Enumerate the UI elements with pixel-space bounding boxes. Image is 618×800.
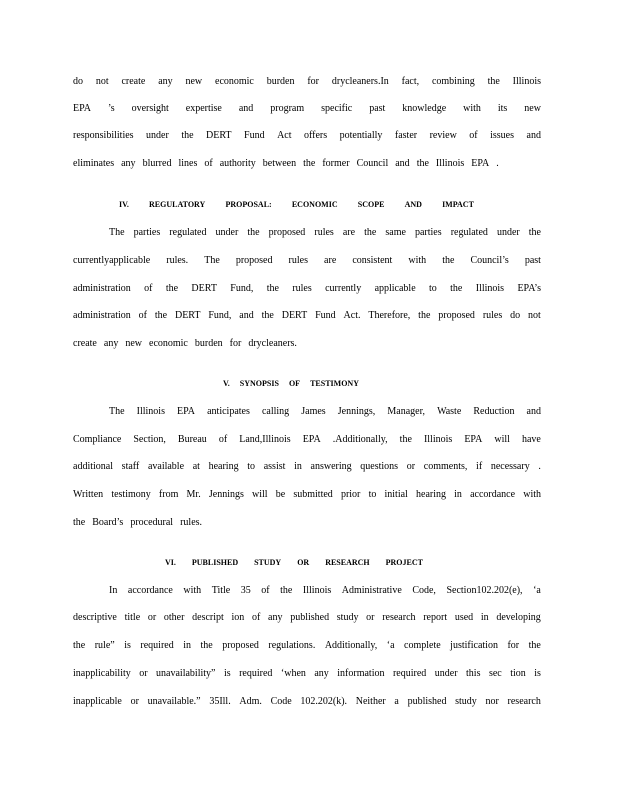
text-word: descriptive bbox=[73, 612, 117, 623]
text-line bbox=[73, 130, 541, 142]
text-word: The bbox=[109, 227, 125, 238]
section-heading bbox=[165, 557, 423, 569]
text-word: hearing bbox=[416, 489, 446, 500]
heading-word: TESTIMONY bbox=[310, 379, 359, 388]
text-word: ‘when bbox=[280, 668, 306, 679]
text-word: to bbox=[247, 461, 256, 472]
text-line bbox=[73, 640, 541, 652]
text-word: Adm. bbox=[239, 696, 262, 707]
text-word: Written bbox=[73, 489, 104, 500]
text-word: under bbox=[434, 668, 458, 679]
text-word: of bbox=[138, 310, 147, 321]
text-word: staff bbox=[121, 461, 140, 472]
text-word: published bbox=[290, 612, 330, 623]
text-word: for bbox=[307, 76, 320, 87]
text-word: The bbox=[204, 255, 220, 266]
text-word: between bbox=[262, 158, 297, 169]
text-word: required bbox=[239, 668, 273, 679]
text-word: if bbox=[476, 461, 483, 472]
text-word: with bbox=[183, 585, 202, 596]
heading-word: PROPOSAL: bbox=[225, 200, 272, 209]
text-word: Fund bbox=[315, 310, 336, 321]
text-word: not bbox=[528, 310, 541, 321]
text-line bbox=[73, 612, 541, 624]
text-word: required bbox=[140, 640, 174, 651]
text-word: for bbox=[507, 640, 520, 651]
text-word: the bbox=[528, 640, 541, 651]
heading-word: REGULATORY bbox=[149, 200, 206, 209]
text-word: the bbox=[416, 158, 429, 169]
text-word: to bbox=[368, 489, 377, 500]
text-word: from bbox=[158, 489, 179, 500]
text-word: EPA bbox=[471, 158, 490, 169]
text-word: in bbox=[183, 640, 191, 651]
text-word: and bbox=[238, 103, 254, 114]
text-word: nor bbox=[485, 696, 499, 707]
text-word: with bbox=[408, 255, 427, 266]
text-word: hearing bbox=[208, 461, 239, 472]
text-word: the bbox=[261, 310, 274, 321]
text-word: questions bbox=[360, 461, 399, 472]
text-word: rules. bbox=[180, 517, 203, 528]
text-line bbox=[73, 517, 541, 529]
text-word: 35 bbox=[240, 585, 251, 596]
text-word: the bbox=[165, 283, 179, 294]
text-word: any bbox=[121, 158, 136, 169]
text-word: of bbox=[251, 612, 261, 623]
heading-word: PROJECT bbox=[385, 558, 423, 567]
text-word: Fund, bbox=[208, 310, 232, 321]
heading-word: IMPACT bbox=[442, 200, 474, 209]
text-line bbox=[73, 158, 541, 170]
text-word: Illinois bbox=[512, 76, 541, 87]
text-word: the bbox=[73, 640, 86, 651]
text-word: answering bbox=[310, 461, 352, 472]
text-word: the bbox=[280, 585, 293, 596]
text-word: create bbox=[121, 76, 146, 87]
text-word: under bbox=[146, 130, 169, 141]
heading-word: IV. bbox=[119, 200, 129, 209]
text-word: the bbox=[247, 227, 260, 238]
text-word: Illinois bbox=[475, 283, 505, 294]
text-line bbox=[73, 338, 541, 350]
text-word: EPA bbox=[73, 103, 91, 114]
text-word: DERT bbox=[174, 310, 201, 321]
heading-word: SCOPE bbox=[357, 200, 385, 209]
text-word: and bbox=[526, 130, 541, 141]
text-word: are bbox=[324, 255, 337, 266]
text-word: under bbox=[215, 227, 239, 238]
text-line bbox=[109, 227, 541, 239]
text-word: or bbox=[139, 668, 148, 679]
text-word: EPA bbox=[302, 434, 321, 445]
text-word: eliminates bbox=[73, 158, 115, 169]
text-word: Therefore, bbox=[368, 310, 411, 321]
text-word: is bbox=[124, 640, 131, 651]
text-word: any bbox=[103, 338, 119, 349]
text-word: testimony bbox=[111, 489, 151, 500]
text-word: are bbox=[342, 227, 356, 238]
text-word: the bbox=[200, 640, 213, 651]
text-word: accordance bbox=[470, 489, 516, 500]
text-word: Manager, bbox=[387, 406, 425, 417]
text-word: authority bbox=[219, 158, 256, 169]
text-word: consistent bbox=[352, 255, 393, 266]
text-word: of bbox=[261, 585, 270, 596]
text-word: blurred bbox=[142, 158, 172, 169]
text-word: Fund, bbox=[230, 283, 254, 294]
text-word: Board’s bbox=[92, 517, 124, 528]
text-word: or bbox=[147, 612, 157, 623]
text-word: The bbox=[109, 406, 125, 417]
text-word: any bbox=[268, 612, 283, 623]
text-word: any bbox=[314, 668, 329, 679]
text-word: regulated bbox=[169, 227, 207, 238]
text-word: inapplicability bbox=[73, 668, 131, 679]
text-word: issues bbox=[490, 130, 515, 141]
text-word: inapplicable bbox=[73, 696, 122, 707]
text-word: Section, bbox=[133, 434, 166, 445]
text-word: in bbox=[480, 612, 489, 623]
text-word: and bbox=[239, 310, 254, 321]
text-word: drycleaners.In bbox=[331, 76, 389, 87]
text-line bbox=[109, 406, 541, 418]
text-word: the bbox=[528, 227, 541, 238]
text-word: Additionally, bbox=[324, 640, 378, 651]
text-word: currently bbox=[325, 283, 362, 294]
text-word: burden bbox=[194, 338, 223, 349]
text-word: Illinois bbox=[136, 406, 165, 417]
text-word: at bbox=[192, 461, 200, 472]
text-word: Code, bbox=[412, 585, 436, 596]
text-word: have bbox=[521, 434, 541, 445]
text-word: Jennings bbox=[208, 489, 244, 500]
text-word: and bbox=[395, 158, 410, 169]
text-word: Administrative bbox=[341, 585, 402, 596]
text-word: of bbox=[469, 130, 478, 141]
text-word: . bbox=[496, 158, 499, 169]
text-word: rules bbox=[482, 310, 503, 321]
text-word: rules bbox=[314, 227, 334, 238]
text-word: ‘a bbox=[386, 640, 395, 651]
text-word: complete bbox=[404, 640, 441, 651]
text-word: Neither bbox=[355, 696, 386, 707]
text-word: .Additionally, bbox=[332, 434, 388, 445]
text-word: to bbox=[429, 283, 437, 294]
text-word: proposed bbox=[268, 227, 306, 238]
text-word: Waste bbox=[437, 406, 462, 417]
text-word: tion bbox=[510, 668, 526, 679]
text-word: study bbox=[336, 612, 359, 623]
text-word: this bbox=[466, 668, 481, 679]
text-word: burden bbox=[266, 76, 295, 87]
text-word: EPA’s bbox=[517, 283, 541, 294]
text-word: of bbox=[144, 283, 153, 294]
text-word: oversight bbox=[131, 103, 169, 114]
text-word: the bbox=[266, 283, 279, 294]
text-word: do bbox=[73, 76, 83, 87]
text-word: unavailable.” bbox=[147, 696, 201, 707]
text-word: available bbox=[147, 461, 185, 472]
text-word: past bbox=[524, 255, 541, 266]
heading-word: V. bbox=[223, 379, 230, 388]
text-word: economic bbox=[215, 76, 254, 87]
text-word: procedural bbox=[130, 517, 174, 528]
text-word: or bbox=[130, 696, 139, 707]
text-word: the bbox=[487, 76, 500, 87]
text-word: study bbox=[455, 696, 477, 707]
text-word: the bbox=[303, 158, 316, 169]
text-word: submitted bbox=[293, 489, 333, 500]
text-word: new bbox=[125, 338, 142, 349]
text-word: Council bbox=[356, 158, 389, 169]
text-word: rules. bbox=[166, 255, 189, 266]
text-word: the bbox=[450, 283, 463, 294]
text-word: EPA bbox=[464, 434, 483, 445]
text-word: currentlyapplicable bbox=[73, 255, 151, 266]
text-word: the bbox=[418, 310, 431, 321]
text-word: the bbox=[399, 434, 412, 445]
text-word: in bbox=[294, 461, 302, 472]
section-heading bbox=[119, 199, 474, 211]
text-word: the bbox=[73, 517, 86, 528]
text-word: Act. bbox=[343, 310, 361, 321]
text-word: James bbox=[301, 406, 326, 417]
text-word: proposed bbox=[235, 255, 273, 266]
text-word: lines bbox=[178, 158, 198, 169]
text-word: expertise bbox=[185, 103, 222, 114]
text-word: Land,Illinois bbox=[239, 434, 291, 445]
text-word: do bbox=[510, 310, 521, 321]
text-word: Act bbox=[277, 130, 292, 141]
text-word: responsibilities bbox=[73, 130, 134, 141]
text-word: DERT bbox=[281, 310, 308, 321]
text-word: Council’s bbox=[470, 255, 509, 266]
text-word: title bbox=[124, 612, 141, 623]
text-word: proposed bbox=[222, 640, 259, 651]
heading-word: SYNOPSIS bbox=[239, 379, 279, 388]
text-word: is bbox=[534, 668, 541, 679]
text-word: ion bbox=[231, 612, 245, 623]
text-word: regulations. bbox=[268, 640, 316, 651]
text-word: necessary bbox=[490, 461, 530, 472]
text-word: developing bbox=[496, 612, 541, 623]
text-word: a bbox=[394, 696, 399, 707]
text-word: In bbox=[109, 585, 118, 596]
text-line bbox=[73, 461, 541, 473]
text-word: comments, bbox=[423, 461, 468, 472]
text-word: rule” bbox=[94, 640, 115, 651]
text-word: other bbox=[163, 612, 185, 623]
text-word: applicable bbox=[374, 283, 416, 294]
text-word: unavailability” bbox=[156, 668, 216, 679]
text-word: Fund bbox=[244, 130, 265, 141]
text-word: ’s bbox=[107, 103, 115, 114]
text-word: past bbox=[369, 103, 386, 114]
text-line bbox=[73, 255, 541, 267]
text-word: initial bbox=[384, 489, 408, 500]
text-word: potentially bbox=[339, 130, 383, 141]
text-word: offers bbox=[304, 130, 328, 141]
text-word: DERT bbox=[191, 283, 217, 294]
text-word: DERT bbox=[206, 130, 232, 141]
text-line bbox=[73, 489, 541, 501]
text-word: program bbox=[270, 103, 305, 114]
heading-word: OF bbox=[288, 379, 301, 388]
heading-word: VI. bbox=[165, 558, 176, 567]
text-word: combining bbox=[431, 76, 475, 87]
text-word: any bbox=[158, 76, 173, 87]
text-word: Jennings, bbox=[337, 406, 376, 417]
text-word: research bbox=[507, 696, 541, 707]
text-word: is bbox=[223, 668, 231, 679]
text-word: additional bbox=[73, 461, 113, 472]
text-word: used bbox=[454, 612, 474, 623]
text-word: the bbox=[442, 255, 455, 266]
text-word: its bbox=[497, 103, 508, 114]
text-word: Reduction bbox=[473, 406, 515, 417]
text-word: knowledge bbox=[402, 103, 447, 114]
text-word: EPA bbox=[177, 406, 196, 417]
text-word: drycleaners. bbox=[248, 338, 297, 349]
text-word: the bbox=[181, 130, 194, 141]
text-word: 35Ill. bbox=[209, 696, 231, 707]
text-word: regulated bbox=[450, 227, 488, 238]
text-word: rules bbox=[292, 283, 312, 294]
text-word: . bbox=[538, 461, 541, 472]
text-word: will bbox=[494, 434, 510, 445]
text-word: Mr. bbox=[186, 489, 201, 500]
text-word: rules bbox=[288, 255, 308, 266]
text-word: assist bbox=[263, 461, 286, 472]
text-word: or bbox=[366, 612, 375, 623]
text-word: parties bbox=[414, 227, 442, 238]
text-word: Code bbox=[270, 696, 292, 707]
text-word: and bbox=[526, 406, 541, 417]
text-word: justification bbox=[450, 640, 498, 651]
text-word: Illinois bbox=[435, 158, 465, 169]
text-word: or bbox=[406, 461, 416, 472]
text-word: new bbox=[185, 76, 203, 87]
text-word: faster bbox=[394, 130, 418, 141]
text-word: Title bbox=[211, 585, 231, 596]
text-word: administration bbox=[73, 310, 131, 321]
heading-word: PUBLISHED bbox=[191, 558, 239, 567]
text-word: required bbox=[392, 668, 427, 679]
text-word: create bbox=[73, 338, 97, 349]
text-word: Bureau bbox=[177, 434, 207, 445]
text-word: fact, bbox=[401, 76, 420, 87]
text-word: the bbox=[154, 310, 168, 321]
text-line bbox=[73, 310, 541, 322]
text-line bbox=[73, 434, 541, 446]
heading-word: OR bbox=[297, 558, 310, 567]
text-word: proposed bbox=[438, 310, 475, 321]
text-word: research bbox=[382, 612, 416, 623]
heading-word: RESEARCH bbox=[325, 558, 370, 567]
text-word: descript bbox=[192, 612, 224, 623]
text-word: economic bbox=[149, 338, 188, 349]
text-word: Illinois bbox=[302, 585, 332, 596]
text-word: anticipates bbox=[207, 406, 250, 417]
text-word: the bbox=[364, 227, 377, 238]
text-word: Illinois bbox=[423, 434, 453, 445]
text-word: new bbox=[524, 103, 541, 114]
text-word: under bbox=[496, 227, 520, 238]
text-word: administration bbox=[73, 283, 131, 294]
text-word: specific bbox=[321, 103, 353, 114]
text-word: be bbox=[275, 489, 286, 500]
text-word: report bbox=[423, 612, 448, 623]
heading-word: AND bbox=[404, 200, 422, 209]
text-word: with bbox=[463, 103, 481, 114]
text-word: review bbox=[429, 130, 457, 141]
text-word: calling bbox=[261, 406, 290, 417]
text-word: accordance bbox=[127, 585, 173, 596]
text-word: same bbox=[385, 227, 406, 238]
text-word: for bbox=[229, 338, 242, 349]
text-line bbox=[73, 696, 541, 708]
text-word: in bbox=[454, 489, 462, 500]
text-word: published bbox=[407, 696, 447, 707]
text-word: former bbox=[322, 158, 350, 169]
text-word: prior bbox=[340, 489, 361, 500]
text-line bbox=[73, 668, 541, 680]
text-word: Compliance bbox=[73, 434, 122, 445]
heading-word: STUDY bbox=[254, 558, 282, 567]
text-word: 102.202(k). bbox=[300, 696, 348, 707]
text-word: of bbox=[218, 434, 228, 445]
text-line bbox=[73, 76, 541, 88]
text-word: Section102.202(e), bbox=[446, 585, 523, 596]
text-line bbox=[73, 103, 541, 115]
section-heading bbox=[223, 378, 359, 390]
text-word: ‘a bbox=[533, 585, 541, 596]
text-line bbox=[109, 585, 541, 597]
heading-word: ECONOMIC bbox=[291, 200, 338, 209]
text-word: will bbox=[252, 489, 268, 500]
text-word: with bbox=[523, 489, 541, 500]
text-word: parties bbox=[133, 227, 161, 238]
text-word: information bbox=[337, 668, 385, 679]
text-line bbox=[73, 283, 541, 295]
text-word: sec bbox=[488, 668, 502, 679]
text-word: of bbox=[204, 158, 213, 169]
text-word: not bbox=[95, 76, 109, 87]
